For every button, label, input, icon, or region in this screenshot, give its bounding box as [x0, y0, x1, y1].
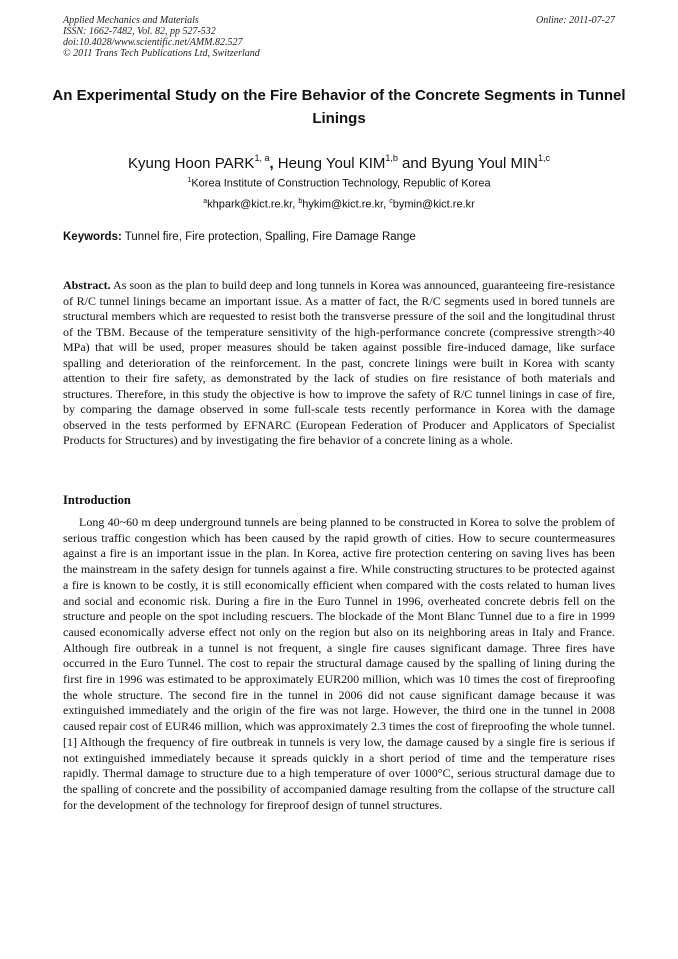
section-heading-introduction: Introduction	[63, 493, 131, 507]
keywords	[63, 230, 615, 244]
email-superscript: a	[203, 198, 208, 205]
paper-title: An Experimental Study on the Fire Behavior of the Concrete Segments in Tunnel Linings	[52, 87, 626, 127]
author-superscript: 1,c	[538, 153, 551, 163]
keywords-label: Keywords:	[63, 231, 122, 243]
issn-line: ISSN: 1662-7482, Vol. 82, pp 527-532	[63, 26, 216, 37]
journal-header	[63, 15, 615, 59]
author-separator: and	[397, 155, 432, 172]
author-name: Kyung Hoon PARK	[127, 155, 255, 172]
email-superscript: b	[298, 198, 303, 205]
author-superscript: 1, a	[254, 153, 270, 163]
abstract-text: As soon as the plan to build deep and long tunnels in Korea was announced, guaranteeing fire-resistance of R/C tunnel linings became an important issue. As a matter of fact, the R/C segments used in bored tunnels are structural members which are requested to resist both the transverse pressure of the soil and the longitudinal thrust of the TBM. Because of the temperature sensitivity of the high-performance concrete (compressive strength>40 MPa) that will be used, proper measures should be taken against possible fire-induced damage, like surface spalling and deterioration of the reinforcement. In the past, concrete linings were built in Korea with scanty attention to their fire safety, as demonstrated by the lack of studies on fire resistance of both materials and structures. Therefore, in this study the objective is how to improve the safety of R/C tunnel linings in case of fire, by comparing the damage observed in some full-scale tests recently performance in Korea with the damage observed in the tests performed by EFNARC (European Federation of Producer and Applicators of Specialist Products for Structures) and by investigating the fire behavior of a concrete lining as a whole.	[63, 278, 615, 447]
email-superscript: c	[389, 198, 393, 205]
email-link[interactable]: khpark@kict.re.kr,	[207, 198, 299, 211]
doi-line: doi:10.4028/www.scientific.net/AMM.82.527	[63, 37, 243, 48]
author-emails	[40, 195, 638, 212]
email-link[interactable]: bymin@kict.re.kr	[392, 198, 475, 211]
abstract	[63, 278, 615, 449]
email-link[interactable]: hykim@kict.re.kr,	[302, 198, 390, 211]
author-separator: ,	[269, 155, 278, 172]
author-name: Byung Youl MIN	[431, 155, 539, 172]
author-list	[40, 149, 638, 174]
online-date: Online: 2011-07-27	[536, 15, 615, 26]
keywords-text: Tunnel fire, Fire protection, Spalling, Fire Damage Range	[121, 231, 416, 243]
author-superscript: 1,b	[385, 153, 398, 163]
affiliation-superscript: 1	[187, 177, 192, 184]
author-name: Heung Youl KIM	[277, 155, 386, 172]
affiliation-text: Korea Institute of Construction Technology, Republic of Korea	[191, 177, 491, 190]
copyright-line: © 2011 Trans Tech Publications Ltd, Switzerland	[63, 48, 260, 59]
journal-name: Applied Mechanics and Materials	[63, 15, 199, 26]
abstract-label: Abstract.	[63, 278, 111, 292]
introduction-paragraph: Long 40~60 m deep underground tunnels are being planned to be constructed in Korea to solve the problem of serious traffic congestion which has been caused by the rapid growth of cities. How to secure countermeasures against a fire is an important issue in the plan. In Korea, active fire protection centering on saving lives has been the mainstream in the safety design for tunnels against a fire. While constructing structures to be protected against a fire is known to be costly, it is still economically efficient when compared with the costs related to human lives and social and economic risk. During a fire in the Euro Tunnel in 1996, overheated concrete debris fell on the structure and people on the spot including rescuers. The blockade of the Mont Blanc Tunnel due to a fire in 1999 caused economically adverse effect not only on the region but also on its neighboring areas in Italy and France. Although fire outbreak in a tunnel is not frequent, a single fire causes significant damage. Three fires have occurred in the Euro Tunnel. The cost to repair the structural damage caused by the spalling of lining during the first fire in 1996 was estimated to be approximately EUR200 million, which was 10 times the cost of fireproofing the whole structure. The second fire in the tunnel in 2006 did not cause significant damage because it was extinguished immediately and the origin of the fire was not large. However, the third one in the tunnel in 2008 caused repair cost of EUR46 million, which was approximately 2.3 times the cost of fireproofing the whole tunnel.[1] Although the frequency of fire outbreak in tunnels is very low, the damage caused by a single fire is serious if not extinguished immediately because it spreads quickly in a short period of time and the temperature rises rapidly. Thermal damage to structure due to a high temperature of over 1000°C, serious structural damage due to the spalling of concrete and the possibility of accompanied damage resulting from the collapse of the structure call for the development of the technology for fireproof design of tunnel structures.	[63, 515, 615, 812]
affiliation	[40, 174, 638, 191]
